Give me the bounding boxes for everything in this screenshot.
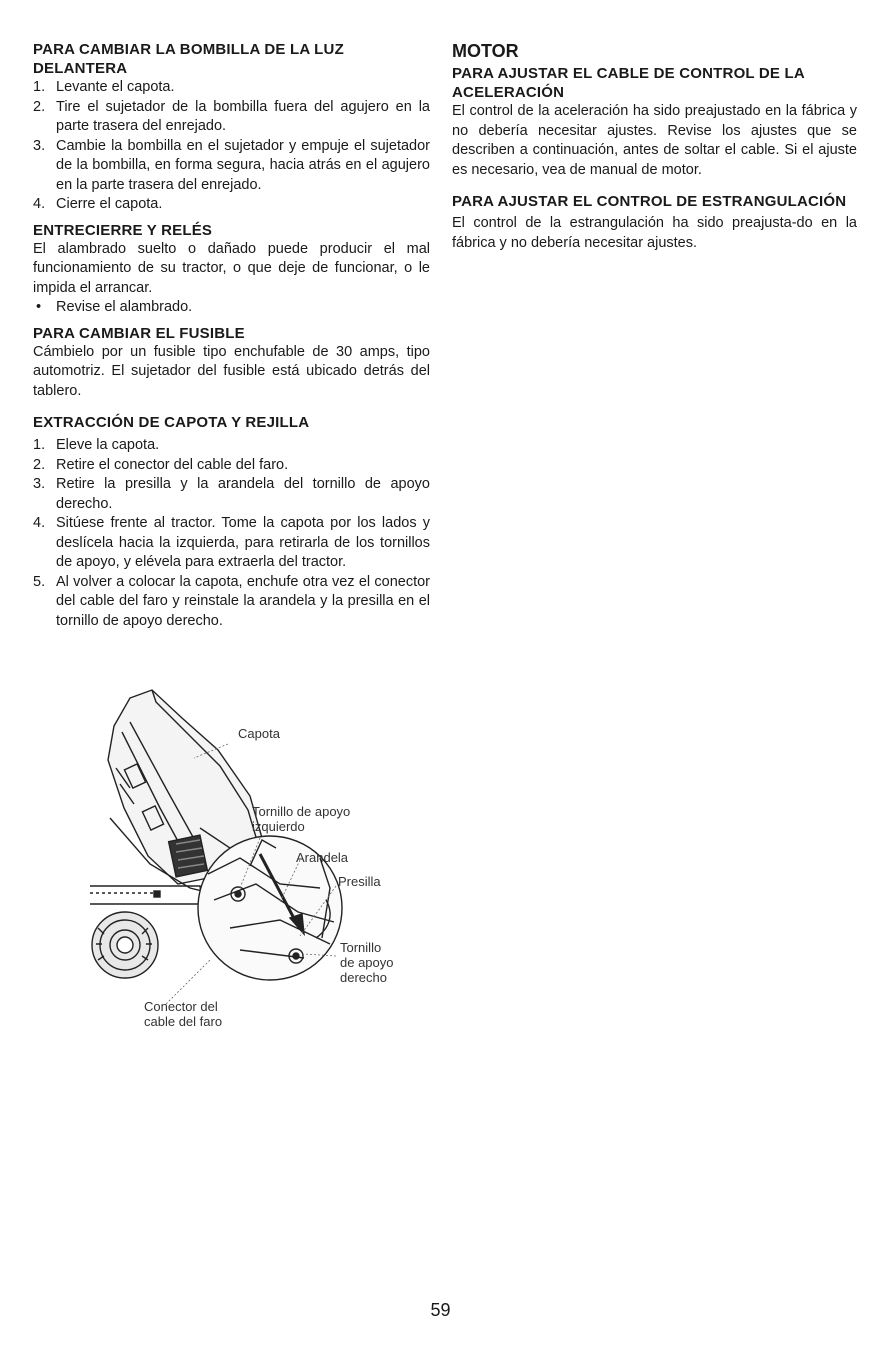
right-column [452,40,857,253]
label-arandela: Arandela [296,850,349,865]
relays-text: El alambrado suelto o dañado puede producir el mal funcionamiento de su tractor, o que deje de funcionar, o le impida el arrancar. [33,240,430,296]
list-item: 2. Retire el conector del cable del faro. [33,456,289,473]
list-item: • Revise el alambrado. [36,299,193,315]
list-item: 5. Al volver a colocar la capota, enchufe otra vez el conector del cable del faro y reinstale la arandela y la presilla en el tornillo de apoyo derecho. [33,573,430,629]
label-tornillo-izq-1: Tornillo de apoyo [252,804,351,819]
list-item: 3. Cambie la bombilla en el sujetador y empuje el sujetador de la bombilla, en forma segura, hacia atrás en el agujero en la parte trasera del enrejado. [33,137,430,193]
list-item: 1. Levante el capota. [33,79,175,95]
list-item: 3. Retire la presilla y la arandela del tornillo de apoyo derecho. [33,476,430,512]
fuse-section-title: PARA CAMBIAR EL FUSIBLE [33,324,245,342]
list-item: 4. Sitúese frente al tractor. Tome la capota por los lados y deslícela hacia la izquierda, para retirarla de los tornillos de apoyo, y elévela para extraerla del tractor. [33,515,430,570]
relays-section-title: ENTRECIERRE Y RELÉS [33,221,213,239]
list-item: 1. Eleve la capota. [33,437,160,453]
label-conector-1: Conector del [144,999,218,1014]
label-tornillo-izq-2: izquierdo [252,819,305,834]
left-column [33,40,430,631]
relays-bullets [33,298,430,318]
choke-section-title: PARA AJUSTAR EL CONTROL DE ESTRANGULACIÓN [452,193,847,210]
label-tornillo-der-3: derecho [340,970,387,985]
label-tornillo-der-1: Tornillo [340,940,382,955]
label-tornillo-der-2: de apoyo [340,955,394,970]
list-item: 4. Cierre el capota. [33,196,163,212]
throttle-section-title: PARA AJUSTAR EL CABLE DE CONTROL DE LA ACELERACIÓN [452,65,805,101]
page-number: 59 [430,1300,451,1320]
list-item: 2. Tire el sujetador de la bombilla fuera del agujero en la parte trasera del enrejado. [33,98,430,134]
fuse-text: Cámbielo por un fusible tipo enchufable de 30 amps, tipo automotriz. El sujetador del fusible está ubicado detrás del tablero. [33,343,430,399]
bulb-section-title: PARA CAMBIAR LA BOMBILLA DE LA LUZ DELANTERA [33,41,344,77]
label-capota: Capota [238,726,280,741]
hood-removal-figure [90,688,450,1038]
label-conector-2: cable del faro [144,1014,223,1029]
hood-steps [33,436,430,631]
hood-section-title: EXTRACCIÓN DE CAPOTA Y REJILLA [33,414,310,431]
throttle-text: El control de la aceleración ha sido preajustado en la fábrica y no debería necesitar ajustes. Revise los ajustes que se describen a continuación, antes de soltar el cable. Si el ajuste es necesario, vea de manual de motor. [452,103,857,178]
choke-text: El control de la estrangulación ha sido preajusta-do en la fábrica y no debería necesitar ajustes. [452,215,857,251]
motor-title: MOTOR [452,41,519,61]
bulb-steps [33,78,430,215]
label-presilla: Presilla [338,874,381,889]
